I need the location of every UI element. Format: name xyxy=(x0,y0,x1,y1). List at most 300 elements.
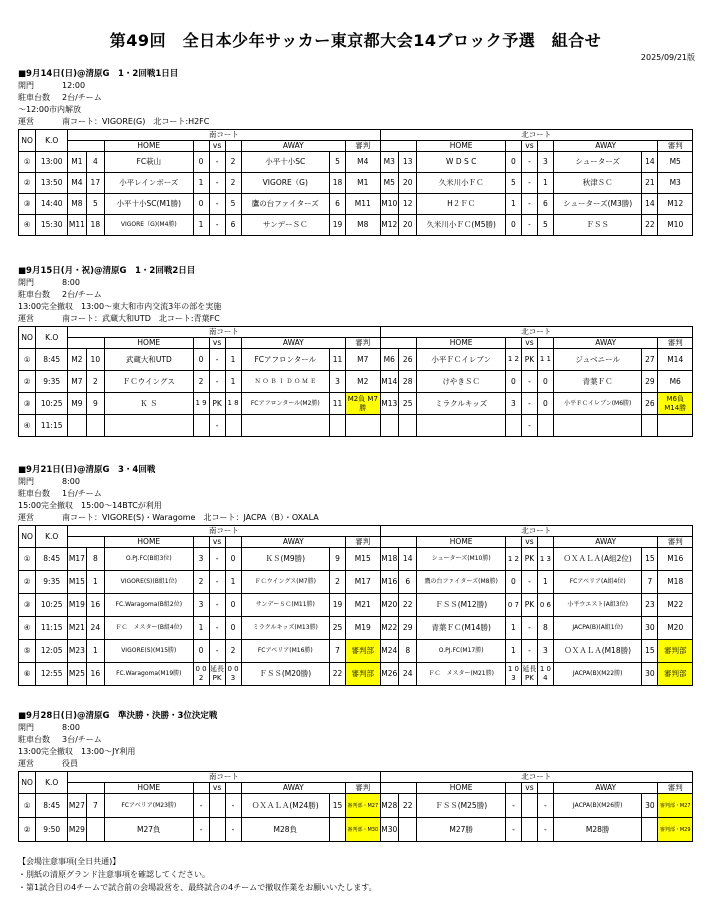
header-blank xyxy=(193,783,209,794)
match-no: ② xyxy=(19,818,36,842)
home-team: O.PJ.FC(B組3位) xyxy=(105,548,194,571)
team-no: 25 xyxy=(330,617,346,640)
table-row xyxy=(19,349,693,371)
home-score: - xyxy=(505,818,521,842)
match-table xyxy=(18,129,693,236)
info-value: 8:00 xyxy=(62,723,80,732)
col-referee: 審判 xyxy=(346,783,381,794)
info-line xyxy=(18,734,698,746)
vs-mark: - xyxy=(521,617,537,640)
home-score: 1 2 xyxy=(505,548,521,571)
col-vs: vs xyxy=(209,783,225,794)
venue-notes xyxy=(18,855,377,894)
col-home: HOME xyxy=(417,537,506,548)
south-court-header: 南コート xyxy=(68,772,380,783)
team-no: 20 xyxy=(398,173,416,194)
match-id: M22 xyxy=(380,617,398,640)
referee: M2 xyxy=(346,371,381,393)
home-score: 0 7 xyxy=(505,594,521,617)
kickoff-time: 8:45 xyxy=(36,548,68,571)
south-court-header: 南コート xyxy=(68,327,380,338)
home-team: ＦＣウイングス xyxy=(105,371,194,393)
home-team: FC.Waragoma(M19勝) xyxy=(105,663,194,686)
match-id: M25 xyxy=(68,663,86,686)
header-blank xyxy=(193,141,209,152)
away-score: 0 xyxy=(225,548,241,571)
away-team: ＯＸＡＬＡ(A組2位) xyxy=(553,548,642,571)
table-row xyxy=(19,173,693,194)
team-no: 9 xyxy=(330,548,346,571)
col-home: HOME xyxy=(105,338,194,349)
away-team: JACPA(B)(M22勝) xyxy=(553,663,642,686)
vs-mark: - xyxy=(521,571,537,594)
team-no: 15 xyxy=(642,548,658,571)
team-no: 10 xyxy=(86,349,104,371)
header-blank xyxy=(193,338,209,349)
match-no: ② xyxy=(19,571,36,594)
away-team: 小平ＦＣイレブン(M6勝) xyxy=(553,393,642,415)
home-score: 0 xyxy=(505,215,521,236)
info-label: 運営 xyxy=(18,314,34,323)
home-score: 3 xyxy=(505,393,521,415)
col-home: HOME xyxy=(417,141,506,152)
match-id: M8 xyxy=(68,194,86,215)
vs-mark: PK xyxy=(521,349,537,371)
team-no: 29 xyxy=(398,617,416,640)
table-row xyxy=(19,617,693,640)
team-no: 30 xyxy=(642,663,658,686)
referee: M18 xyxy=(658,571,693,594)
away-score: 2 xyxy=(225,173,241,194)
team-no: 2 xyxy=(86,371,104,393)
away-team: サンデーＳＣ(M11勝) xyxy=(241,594,330,617)
team-no: 12 xyxy=(398,194,416,215)
header-blank xyxy=(505,141,521,152)
col-ko: K.O xyxy=(36,130,68,152)
home-team: H２ＦＣ xyxy=(417,194,506,215)
away-score: 1 8 xyxy=(225,393,241,415)
vs-mark: - xyxy=(209,173,225,194)
home-score: - xyxy=(505,794,521,818)
away-score: - xyxy=(225,818,241,842)
away-team: ＦＳＳ xyxy=(553,215,642,236)
home-score: 0 0 2 xyxy=(193,663,209,686)
match-no: ④ xyxy=(19,415,36,437)
header-blank xyxy=(537,141,553,152)
team-no: 20 xyxy=(398,215,416,236)
schedule-section xyxy=(18,68,698,236)
kickoff-time: 9:35 xyxy=(36,571,68,594)
north-court-header: 北コート xyxy=(380,130,692,141)
team-no: 6 xyxy=(398,571,416,594)
col-vs: vs xyxy=(521,537,537,548)
referee: M17 xyxy=(346,571,381,594)
vs-mark xyxy=(521,818,537,842)
kickoff-time: 11:15 xyxy=(36,415,68,437)
table-row xyxy=(19,194,693,215)
col-home: HOME xyxy=(105,783,194,794)
match-id: M28 xyxy=(380,794,398,818)
info-label: 運営 xyxy=(18,759,34,768)
away-score: 1 0 4 xyxy=(537,663,553,686)
home-score: 1 xyxy=(505,617,521,640)
team-no: 7 xyxy=(330,640,346,663)
header-row xyxy=(19,338,693,349)
kickoff-time: 13:00 xyxy=(36,152,68,173)
col-away: AWAY xyxy=(241,141,346,152)
header-blank xyxy=(68,783,105,794)
team-no: 11 xyxy=(330,349,346,371)
info-value: 3台/チーム xyxy=(62,735,102,744)
match-table xyxy=(18,771,693,842)
match-no: ⑥ xyxy=(19,663,36,686)
notes-heading: 【会場注意事項(全日共通)】 xyxy=(18,857,121,866)
home-score: 3 xyxy=(193,548,209,571)
away-team xyxy=(553,415,642,437)
info-value: 2台/チーム xyxy=(62,93,102,102)
team-no: 28 xyxy=(398,371,416,393)
info-value: ～12:00市内解放 xyxy=(18,105,82,114)
kickoff-time: 8:45 xyxy=(36,794,68,818)
match-id: M2 xyxy=(68,349,86,371)
away-team: ＦＳＳ(M20勝) xyxy=(241,663,330,686)
away-team: ＦＣウイングス(M7勝) xyxy=(241,571,330,594)
info-label: 開門 xyxy=(18,477,34,486)
south-court-header: 南コート xyxy=(68,526,380,537)
info-value: 12:00 xyxy=(62,81,86,90)
header-blank xyxy=(380,338,417,349)
info-label: 駐車台数 xyxy=(18,735,50,744)
away-team: 小平ウエスト(A組3位) xyxy=(553,594,642,617)
away-score: 2 xyxy=(225,152,241,173)
away-score: 0 6 xyxy=(537,594,553,617)
kickoff-time: 15:30 xyxy=(36,215,68,236)
kickoff-time: 8:45 xyxy=(36,349,68,371)
away-score: 2 xyxy=(225,640,241,663)
header-blank xyxy=(380,537,417,548)
away-team: サンデーＳＣ xyxy=(241,215,330,236)
vs-mark: - xyxy=(521,640,537,663)
match-id: M4 xyxy=(68,173,86,194)
home-team: M27勝 xyxy=(417,818,506,842)
team-no xyxy=(642,415,658,437)
match-id: M29 xyxy=(68,818,86,842)
header-blank xyxy=(537,783,553,794)
match-no: ④ xyxy=(19,215,36,236)
col-vs: vs xyxy=(209,338,225,349)
home-score: 0 xyxy=(193,194,209,215)
team-no: 22 xyxy=(398,594,416,617)
away-team xyxy=(241,415,330,437)
header-row xyxy=(19,130,693,141)
home-score: 1 xyxy=(193,617,209,640)
away-score: 3 xyxy=(537,152,553,173)
away-score: - xyxy=(537,794,553,818)
home-team: 久米川小ＦＣ xyxy=(417,173,506,194)
away-team: ＯＸＡＬＡ(M24勝) xyxy=(241,794,330,818)
team-no: 15 xyxy=(330,794,346,818)
team-no: 22 xyxy=(398,794,416,818)
team-no: 5 xyxy=(330,152,346,173)
team-no: 16 xyxy=(86,594,104,617)
match-no: ④ xyxy=(19,617,36,640)
team-no: 26 xyxy=(642,393,658,415)
info-label: 開門 xyxy=(18,278,34,287)
col-away: AWAY xyxy=(553,783,658,794)
header-blank xyxy=(537,338,553,349)
referee: 審判部 xyxy=(658,663,693,686)
vs-mark: - xyxy=(521,393,537,415)
team-no xyxy=(330,818,346,842)
home-team: シューターズ(M10勝) xyxy=(417,548,506,571)
south-court-header: 南コート xyxy=(68,130,380,141)
away-team: FCアフロンタール xyxy=(241,349,330,371)
home-team: ミラクルキッズ xyxy=(417,393,506,415)
team-no: 19 xyxy=(330,215,346,236)
match-id: M12 xyxy=(380,215,398,236)
team-no: 14 xyxy=(398,548,416,571)
table-row xyxy=(19,415,693,437)
team-no: 22 xyxy=(330,663,346,686)
vs-mark: 延長 PK xyxy=(521,663,537,686)
col-referee: 審判 xyxy=(346,537,381,548)
referee xyxy=(658,415,693,437)
match-no: ① xyxy=(19,794,36,818)
info-value: 2台/チーム xyxy=(62,290,102,299)
header-row xyxy=(19,141,693,152)
info-label: 駐車台数 xyxy=(18,93,50,102)
match-id: M23 xyxy=(68,640,86,663)
col-ko: K.O xyxy=(36,526,68,548)
info-value: 15:00完全撤収 15:00～14BTCが利用 xyxy=(18,501,162,510)
referee: 審判部 xyxy=(658,640,693,663)
team-no: 17 xyxy=(86,173,104,194)
match-id xyxy=(68,415,86,437)
kickoff-time: 13:50 xyxy=(36,173,68,194)
match-id: M21 xyxy=(68,617,86,640)
vs-mark xyxy=(209,818,225,842)
home-team: FC.Waragoma(B組2位) xyxy=(105,594,194,617)
team-no: 18 xyxy=(330,173,346,194)
referee: M15 xyxy=(346,548,381,571)
info-label: 運営 xyxy=(18,513,34,522)
match-id: M14 xyxy=(380,371,398,393)
home-team: FC萩山 xyxy=(105,152,194,173)
team-no: 5 xyxy=(86,194,104,215)
home-team: 小平ＦＣイレブン xyxy=(417,349,506,371)
match-no: ⑤ xyxy=(19,640,36,663)
home-team: M27負 xyxy=(105,818,194,842)
section-heading: ■9月14日(日)@清原G 1・2回戦1日目 xyxy=(18,69,179,79)
team-no xyxy=(642,818,658,842)
col-home: HOME xyxy=(417,338,506,349)
header-row xyxy=(19,537,693,548)
vs-mark: - xyxy=(521,173,537,194)
kickoff-time: 14:40 xyxy=(36,194,68,215)
away-score: 5 xyxy=(537,215,553,236)
referee: M22 xyxy=(658,594,693,617)
home-team: 鷹の台ファイターズ(M8勝) xyxy=(417,571,506,594)
home-score: 1 xyxy=(505,640,521,663)
match-id: M20 xyxy=(380,594,398,617)
home-score: 0 xyxy=(505,571,521,594)
header-blank xyxy=(225,783,241,794)
away-team: ＯＸＡＬＡ(M18勝) xyxy=(553,640,642,663)
home-score: 0 xyxy=(193,349,209,371)
referee: M20 xyxy=(658,617,693,640)
away-team: M28負 xyxy=(241,818,330,842)
match-table xyxy=(18,326,693,437)
header-blank xyxy=(380,783,417,794)
team-no: 22 xyxy=(642,215,658,236)
away-score: 0 xyxy=(225,617,241,640)
col-no: NO xyxy=(19,772,36,794)
vs-mark: - xyxy=(209,349,225,371)
info-value: 役員 xyxy=(62,759,78,768)
away-team: シューターズ xyxy=(553,152,642,173)
team-no: 24 xyxy=(86,617,104,640)
away-score xyxy=(537,415,553,437)
away-team: FCアフロンタール(M2勝) xyxy=(241,393,330,415)
notes-line: ・別紙の清原グランド注意事項を確認してください。 xyxy=(18,870,210,879)
info-value: 南コート：武蔵大和UTD 北コート:青葉FC xyxy=(62,314,220,323)
referee: M14 xyxy=(658,349,693,371)
notes-line: ・第1試合目の4チームで試合前の会場設営を、最終試合の4チームで撤収作業をお願いいたします。 xyxy=(18,883,377,892)
vs-mark: 延長 PK xyxy=(209,663,225,686)
table-row xyxy=(19,215,693,236)
away-score: 1 xyxy=(225,571,241,594)
away-score: - xyxy=(225,794,241,818)
table-row xyxy=(19,794,693,818)
schedule-section xyxy=(18,464,698,686)
away-team: FCアベリア(M16勝) xyxy=(241,640,330,663)
match-no: ③ xyxy=(19,594,36,617)
vs-mark: - xyxy=(209,594,225,617)
match-id: M24 xyxy=(380,640,398,663)
table-row xyxy=(19,640,693,663)
away-team: 小平十小SC xyxy=(241,152,330,173)
team-no: 21 xyxy=(642,173,658,194)
info-value: 13:00完全撤収 13:00～東大和市内交流3年の部を実施 xyxy=(18,302,222,311)
info-value: 南コート：VIGORE(S)・Waragome 北コート：JACPA（B）・OXALA xyxy=(62,513,319,522)
team-no: 30 xyxy=(642,617,658,640)
vs-mark: - xyxy=(521,194,537,215)
info-line xyxy=(18,313,698,325)
home-team: 小平レインボーズ xyxy=(105,173,194,194)
referee xyxy=(346,415,381,437)
home-team: O.PJ.FC(M17勝) xyxy=(417,640,506,663)
vs-mark: - xyxy=(209,571,225,594)
north-court-header: 北コート xyxy=(380,526,692,537)
col-referee: 審判 xyxy=(658,537,693,548)
team-no: 9 xyxy=(86,393,104,415)
home-team: VIGORE(S)(M15勝) xyxy=(105,640,194,663)
match-id: M3 xyxy=(380,152,398,173)
team-no xyxy=(398,818,416,842)
home-team: 武蔵大和UTD xyxy=(105,349,194,371)
info-line xyxy=(18,722,698,734)
home-team: VIGORE(S)(B組1位) xyxy=(105,571,194,594)
revision-date: 2025/09/21版 xyxy=(640,53,695,62)
col-vs: vs xyxy=(521,141,537,152)
team-no: 1 xyxy=(86,571,104,594)
col-ko: K.O xyxy=(36,327,68,349)
vs-mark: - xyxy=(521,215,537,236)
col-away: AWAY xyxy=(241,338,346,349)
info-line xyxy=(18,500,698,512)
team-no xyxy=(86,415,104,437)
home-score: 1 0 3 xyxy=(505,663,521,686)
team-no: 18 xyxy=(86,215,104,236)
col-referee: 審判 xyxy=(658,141,693,152)
home-score: - xyxy=(193,818,209,842)
vs-mark: PK xyxy=(209,393,225,415)
header-blank xyxy=(380,141,417,152)
match-table xyxy=(18,525,693,686)
home-score: 0 xyxy=(505,152,521,173)
team-no: 2 xyxy=(330,571,346,594)
info-line xyxy=(18,289,698,301)
away-team: ＫＳ(M9勝) xyxy=(241,548,330,571)
referee: M7 xyxy=(346,349,381,371)
home-score xyxy=(505,415,521,437)
home-team: VIGORE（G)(M4勝) xyxy=(105,215,194,236)
team-no: 19 xyxy=(330,594,346,617)
schedule-section xyxy=(18,710,698,842)
referee: 審判部 xyxy=(346,640,381,663)
header-row xyxy=(19,526,693,537)
match-no: ① xyxy=(19,152,36,173)
away-score: 0 xyxy=(225,594,241,617)
team-no: 13 xyxy=(398,152,416,173)
table-row xyxy=(19,371,693,393)
home-team xyxy=(417,415,506,437)
referee: 審判部・M27 xyxy=(658,794,693,818)
home-score: 0 xyxy=(505,371,521,393)
col-vs: vs xyxy=(521,783,537,794)
away-score: 0 xyxy=(537,393,553,415)
kickoff-time: 9:35 xyxy=(36,371,68,393)
team-no xyxy=(330,415,346,437)
col-referee: 審判 xyxy=(658,783,693,794)
north-court-header: 北コート xyxy=(380,327,692,338)
away-team: JACPA(B)(A組1位) xyxy=(553,617,642,640)
referee: M12 xyxy=(658,194,693,215)
away-team: ジュベニール xyxy=(553,349,642,371)
info-label: 駐車台数 xyxy=(18,489,50,498)
match-id xyxy=(380,415,398,437)
team-no: 29 xyxy=(642,371,658,393)
away-score: 1 xyxy=(537,173,553,194)
home-team: FCアベリア(M23勝) xyxy=(105,794,194,818)
north-court-header: 北コート xyxy=(380,772,692,783)
col-vs: vs xyxy=(209,537,225,548)
kickoff-time: 12:05 xyxy=(36,640,68,663)
header-blank xyxy=(505,783,521,794)
info-line xyxy=(18,758,698,770)
match-id: M11 xyxy=(68,215,86,236)
team-no: 14 xyxy=(642,194,658,215)
team-no: 27 xyxy=(642,349,658,371)
col-away: AWAY xyxy=(553,537,658,548)
col-vs: vs xyxy=(209,141,225,152)
away-score: 1 3 xyxy=(537,548,553,571)
home-score: 2 xyxy=(193,571,209,594)
info-label: 開門 xyxy=(18,81,34,90)
team-no: 24 xyxy=(398,663,416,686)
vs-mark xyxy=(209,794,225,818)
page-title: 第49回 全日本少年サッカー東京都大会14ブロック予選 組合せ xyxy=(109,31,602,50)
